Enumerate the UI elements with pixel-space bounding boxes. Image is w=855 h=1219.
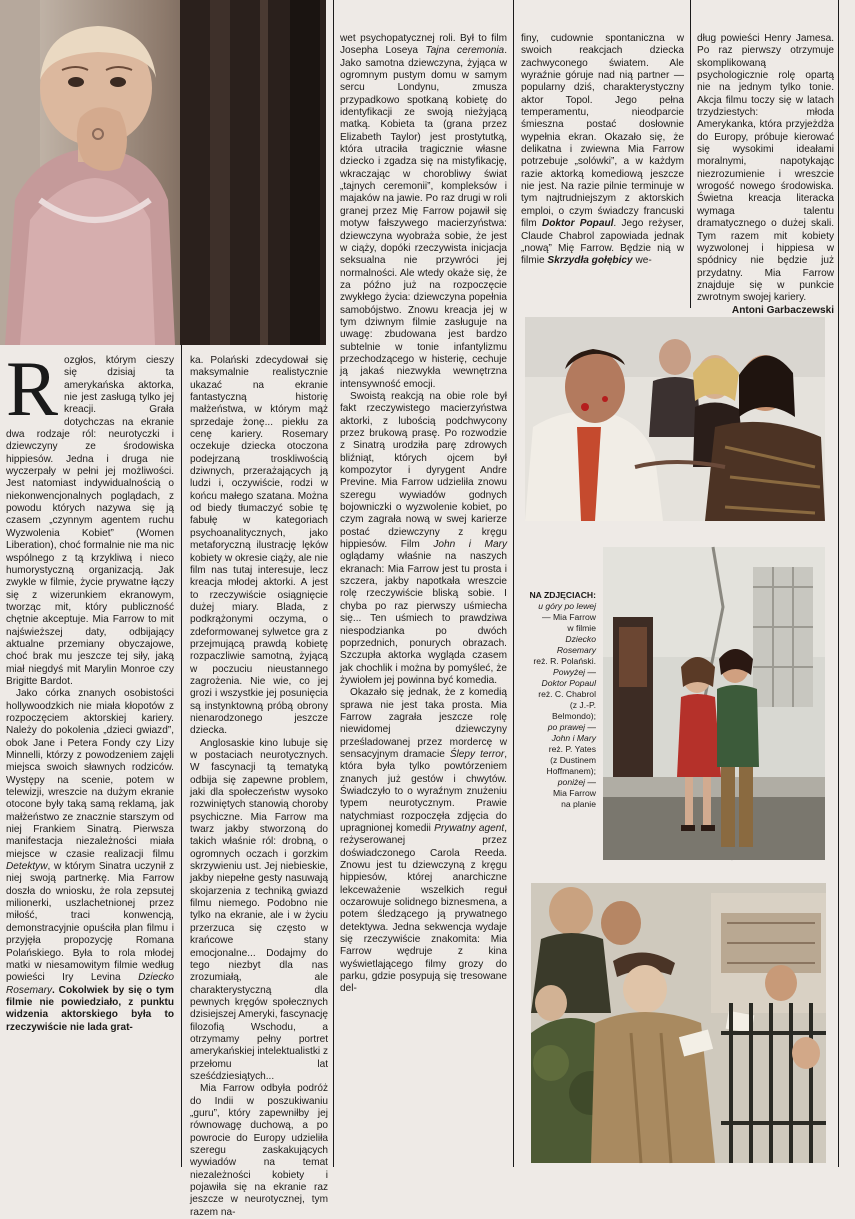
paragraph: dług powieści Henry Jamesa. Po raz pierwszy otrzymuje skomplikowaną psychologicznie rolę opartą nie na jednym tylko tonie. Akcja filmu toczy się w latach trzydziestych: młoda Amerykanka, która przyjeżdża do Europy, próbuje kierować się wysokimi ideałami moralnymi, napotykając niezrozumienie i wreszcie wrogość nowego środowiska. Świetna kreacja literacka wymaga talentu dramatycznego o dużej skali. Tym razem mit kobiety wyzwolonej i hippiesa w spódnicy nie będzie już przydatny. Mia Farrow znajduje się w punkcie zwrotnym swojej kariery. xyxy=(697,33,834,304)
caption-line: Hoffmanem); xyxy=(546,766,596,776)
drop-cap: R xyxy=(6,345,59,432)
film-title: Tajna ceremonia xyxy=(425,45,505,57)
lead-paragraph xyxy=(6,345,174,688)
film-title: Prywatny agent xyxy=(434,823,505,834)
paragraph-text: , w którym Sinatra uczynił z niej swoją partnerkę. Mia Farrow doszła do wniosku, że rola zepsutej milionerki, uszlachetnionej przez miłość, traci konwencją, demonstracyjnie opuściła plan filmu i przyjęła propozycję Romana Polańskiego. Była to rola młodej matki w niesamowitym filmie według powieści Iry Levina xyxy=(6,861,174,984)
photo-rosemary xyxy=(0,0,326,345)
paragraph-text: . Cokolwiek by się o tym filmie nie powiedziało, z punktu widzenia aktorskiego była to rzeczywiście nie lada grat- xyxy=(6,984,174,1033)
film-title: Skrzydła gołębicy xyxy=(547,255,633,267)
paragraph xyxy=(521,33,684,268)
caption-line: (z Dustinem xyxy=(550,755,596,765)
article-column-5 xyxy=(697,33,834,316)
photo-john-i-mary xyxy=(603,547,825,860)
photo-doktor-popaul-icon xyxy=(525,317,825,521)
paragraph-text: , reżyserowanej przez doświadczonego Carola Reeda. Znowu jest tu dziewczyną z kręgu hippiesów, której anarchiczne lekceważenie wszelkich reguł oczarowuje solidnego biznesmena, a potem śledzącego ją prywatnego detektywa. Jedna sekwencja wydaje się rzeczywiście znakomita: Mia Farrow wędruje z kina wyświetlającego filmy grozy do parku, gdzie posypują się tresowane del- xyxy=(340,823,507,995)
paragraph xyxy=(340,33,507,391)
photo-john-i-mary-icon xyxy=(603,547,825,860)
caption-line: — Mia Farrow xyxy=(542,612,596,622)
paragraph: Mia Farrow odbyła podróż do Indii w poszukiwaniu „guru”, który zapewniłby jej równowagę duchową, a po powrocie do Europy udzieliła szeregu zaskakujących wywiadów na temat niezależności kobiety i pojawiła się na ekranie raz jeszcze w neurotycznej, tym razem na- xyxy=(190,1083,328,1218)
paragraph-text: , która była tylko powtórzeniem znanych już gestów i chwytów. Świadczyło to o wyraźnym znużeniu typem neurotycznym. Prawie natychmiast rozpoczęła zdjęcia do upragnionej komedii xyxy=(340,748,507,834)
caption-heading: NA ZDJĘCIACH: xyxy=(529,590,596,600)
caption-line: Belmondo); xyxy=(552,711,596,721)
paragraph: Anglosaskie kino lubuje się w postaciach neurotycznych. W fascynacji tą tematyką odbija się zapewne problem, jaki dla społeczeństw wysoko rozwiniętych stanowią choroby psychiczne. Mia Farrow ma twarz jakby stworzoną do takich właśnie ról: drobną, o ogromnych oczach i gorzkim skrzywieniu ust. Jej niebieskie, jakby niepełne gesty nasuwają skojarzenia z techniką gwiazd filmu niemego. Podobno nie tylko na ekranie, ale i w życiu przerzuca się często w krańcowe stany emocjonalne... Dodajmy do tego niezbyt dla nas zrozumiałą, ale charakterystyczną dla pewnych kręgów społecznych dzisiejszej Ameryki, fascynację filozofią Wschodu, a otrzymamy pełny portret amerykańskiej intelektualistki z przełomu lat sześćdziesiątych... xyxy=(190,737,329,1082)
photo-woman-rosemary-icon xyxy=(0,0,326,345)
column-rule xyxy=(333,0,334,1167)
caption-line: (z J.-P. xyxy=(569,700,596,710)
photo-caption xyxy=(522,590,596,810)
photo-on-set-icon xyxy=(531,883,826,1163)
photo-doktor-popaul xyxy=(525,317,825,521)
caption-line: Rosemary xyxy=(556,645,596,655)
paragraph-text: . Jako samotna dziewczyna, żyjąca w ogromnym pustym domu w samym sercu Londynu, zmusza przypadkowo spotkaną kobietę do identyfikacji ze swoją nieżyjącą matką. Kobieta ta (grana przez Elizabeth Taylor) jest prostytutką, która utraciła tragicznie własne dziecko i zgadza się na mistyfikację, wkraczając w chorobliwy świat „tajnych ceremonii”, kompleksów i majaków na jawie. Po raz drugi w roli granej przez Mię Farrow pojawił się motyw fałszywego macierzyństwa: dziewczyna wyobraża sobie, że jest w ciąży, dopóki rzeczywista inicjacja seksualna nie przywróci jej normalności. Ale wtedy okaże się, że za późno już na rozpoczęcie zwykłego życia: dziewczyna popełnia samobójstwo. Znowu kreacja jej w tym dziwnym filmie zasługuje na uwagę: zbudowana jest bardzo subtelnie w tonie infantylizmu przechodzącego w histerię, cechuje ją jakaś niezwykła wewnętrzna intensywność emocji. xyxy=(340,45,507,390)
paragraph-text: Jako córka znanych osobistości hollywoodzkich nie miała kłopotów z rozpoczęciem aktorskiej kariery. Należy do pokolenia „dzieci gwiazd”, obok Jane i Petera Fondy czy Lizy Minnelli, którzy z powodzeniem zajęli miejsca swoich sławnych rodziców. Występy na scenie, potem w telewizji, wreszcie na dużym ekranie otocone były taką samą reklamą, jak małżeństwo ze znacznie starszym od niej Frankiem Sinatrą. Pierwsza manifestacja niezależności miała miejsce w czasie realizacji filmu xyxy=(6,688,174,860)
film-title: Doktor Popaul xyxy=(541,218,614,230)
paragraph-text: ozgłos, którym cieszy się dzisiaj ta amerykańska aktorka, nie jest zasługą tylko jej kreacji. Grała dotychczas na ekranie dwa rodzaje ról: neurotyczki i dziewczyny ze środowiska hippiesów. Jedna i druga nie wyczerpały w pełni jej możliwości. Jest natomiast indywidualnością o niekonwencjonalnych poglądach, z powodu których nazywa się ją czasem „czynnym agentem ruchu Wyzwolenia Kobiet” (Women Liberation), choć formalnie nie ma nic wspólnego z tą krzykliwą i nieco humorystyczną organizacją. Jak zwykle w filmie, życie prywatne łączy się z wizerunkiem ekranowym, tworząc mit, który publiczność chętnie akceptuje. Mia Farrow to mit najświeższej daty, odbijający aktualne przemiany obyczajowe, choć brak mu jeszcze tej siły, jaką miał niegdyś mit Marylin Monroe czy Brigitte Bardot. xyxy=(6,355,174,687)
column-rule xyxy=(181,345,182,1167)
caption-line: reż. P. Yates xyxy=(548,744,596,754)
caption-line: reż. R. Polański. xyxy=(533,656,596,666)
caption-line: po prawej — xyxy=(547,722,596,732)
paragraph-text: we- xyxy=(632,255,652,267)
caption-line: w filmie xyxy=(567,623,596,633)
article-column-1 xyxy=(6,345,174,1167)
article-column-2 xyxy=(190,355,329,1218)
paragraph-text: . Jego reżyser, Claude Chabrol zapowiada jednak „nową” Mię Farrow. Będzie nią w filmie xyxy=(521,218,684,267)
paragraph-text: wet psychopatycznej roli. Był to film Josepha Loseya xyxy=(340,33,507,57)
article-column-4 xyxy=(521,33,684,308)
column-rule xyxy=(838,0,839,1167)
film-title: Ślepy terror xyxy=(449,748,505,760)
caption-line: reż. C. Chabrol xyxy=(538,689,596,699)
caption-line: Doktor Popaul xyxy=(541,678,596,688)
film-title: Detektyw xyxy=(6,861,48,873)
column-rule xyxy=(690,0,691,308)
article-column-3 xyxy=(340,33,507,1167)
film-title: John i Mary xyxy=(433,539,507,551)
paragraph-text: finy, cudownie spontaniczna w swoich reakcjach dziecka zachwyconego światem. Ale wyraźnie góruje nad nią partner — popularny dziś, charakterystyczny aktor Topol. Jego pełna temperamentu, nieodparcie śmieszna postać dosłownie wypełnia ekran. Okazało się, że delikatna i zwiewna Mia Farrow potrzebuje „solówki”, a w każdym razie aktorką komediową jeszcze nie jest. Na razie pilnie terminuje w tym najtrudniejszym z aktorskich emploi, o czym świadczy francuski film xyxy=(521,33,684,230)
paragraph xyxy=(340,391,507,687)
paragraph-text: Swoistą reakcją na obie role był fakt rzeczywistego macierzyństwa aktorki, z lubością podchwycony przez brukową prasę. Po rozwodzie z Sinatrą urodziła parę zdrowych bliźniąt, których ojcem był kompozytor i dyrygent Andre Previne. Mia Farrow udzieliła znowu szeregu wywiadów godnych bojowniczki o wyzwolenie kobiet, po czym zagrała nową w swej karierze postać dziewczyny z kręgu hippiesów. Film xyxy=(340,390,507,551)
paragraph xyxy=(340,687,507,996)
caption-line: u góry po lewej xyxy=(538,601,596,611)
caption-line: John i Mary xyxy=(551,733,596,743)
paragraph-text: oglądamy właśnie na naszych ekranach: Mia Farrow jest tu prosta i szczera, jakby napotkała wreszcie rolę rzeczywiście bliską sobie. I chyba po raz pierwszy uśmiecha się... Ten uśmiech to prawdziwa niespodzianka po dwóch poprzednich, ponurych obrazach. Szczupła aktorka wygląda czasem jak chochlik i można by pomyśleć, że żywiołem jej powinna być komedia. xyxy=(340,551,507,686)
caption-line: poniżej — xyxy=(557,777,596,787)
film-title: Dziecko Rosemary xyxy=(6,972,174,996)
caption-line: Mia Farrow xyxy=(553,788,596,798)
paragraph xyxy=(6,688,174,1034)
column-rule xyxy=(513,0,514,1167)
paragraph: ka. Polański zdecydował się maksymalnie realistycznie ukazać na ekranie fantastyczną historię małżeństwa, w którym mąż sprzedaje żonę... piekłu za cenę kariery. Rosemary oczekuje dziecka otoczona podejrzaną troskliwością dziwnych, przerażających ją ludzi i, oczywiście, rodzi w końcu małego szatana. Można od biedy tłumaczyć sobie tę fabułę w kategoriach psychoanalitycznych, jako metaforyczną ilustrację lęków kobiety w okresie ciąży, ale nie film nas tutaj interesuje, lecz kreacja młodej aktorki. A jest to rzeczywiście osiągnięcie dużej miary. Blada, z podkrążonymi oczyma, o zdeformowanej sylwetce gra z przejmującą prawdą kobietę rozpaczliwie samotną, żyjącą w poczuciu nieustannego zagrożenia. Nie wie, co jej grozi i wszystkie jej posunięcia są instynktowną próbą obrony nienarodzonego jeszcze dziecka. xyxy=(190,355,328,737)
caption-line: Dziecko xyxy=(565,634,596,644)
caption-line: na planie xyxy=(561,799,596,809)
caption-line: Powyżej — xyxy=(553,667,596,677)
author-byline: Antoni Garbaczewski xyxy=(731,304,834,316)
photo-film-set xyxy=(531,883,826,1163)
paragraph-text: Okazało się jednak, że z komedią sprawa nie jest taka prosta. Mia Farrow zagrała jeszcze rolę niewidomej dziewczyny prześladowanej przez mordercę w sensacyjnym dramacie xyxy=(340,687,507,760)
